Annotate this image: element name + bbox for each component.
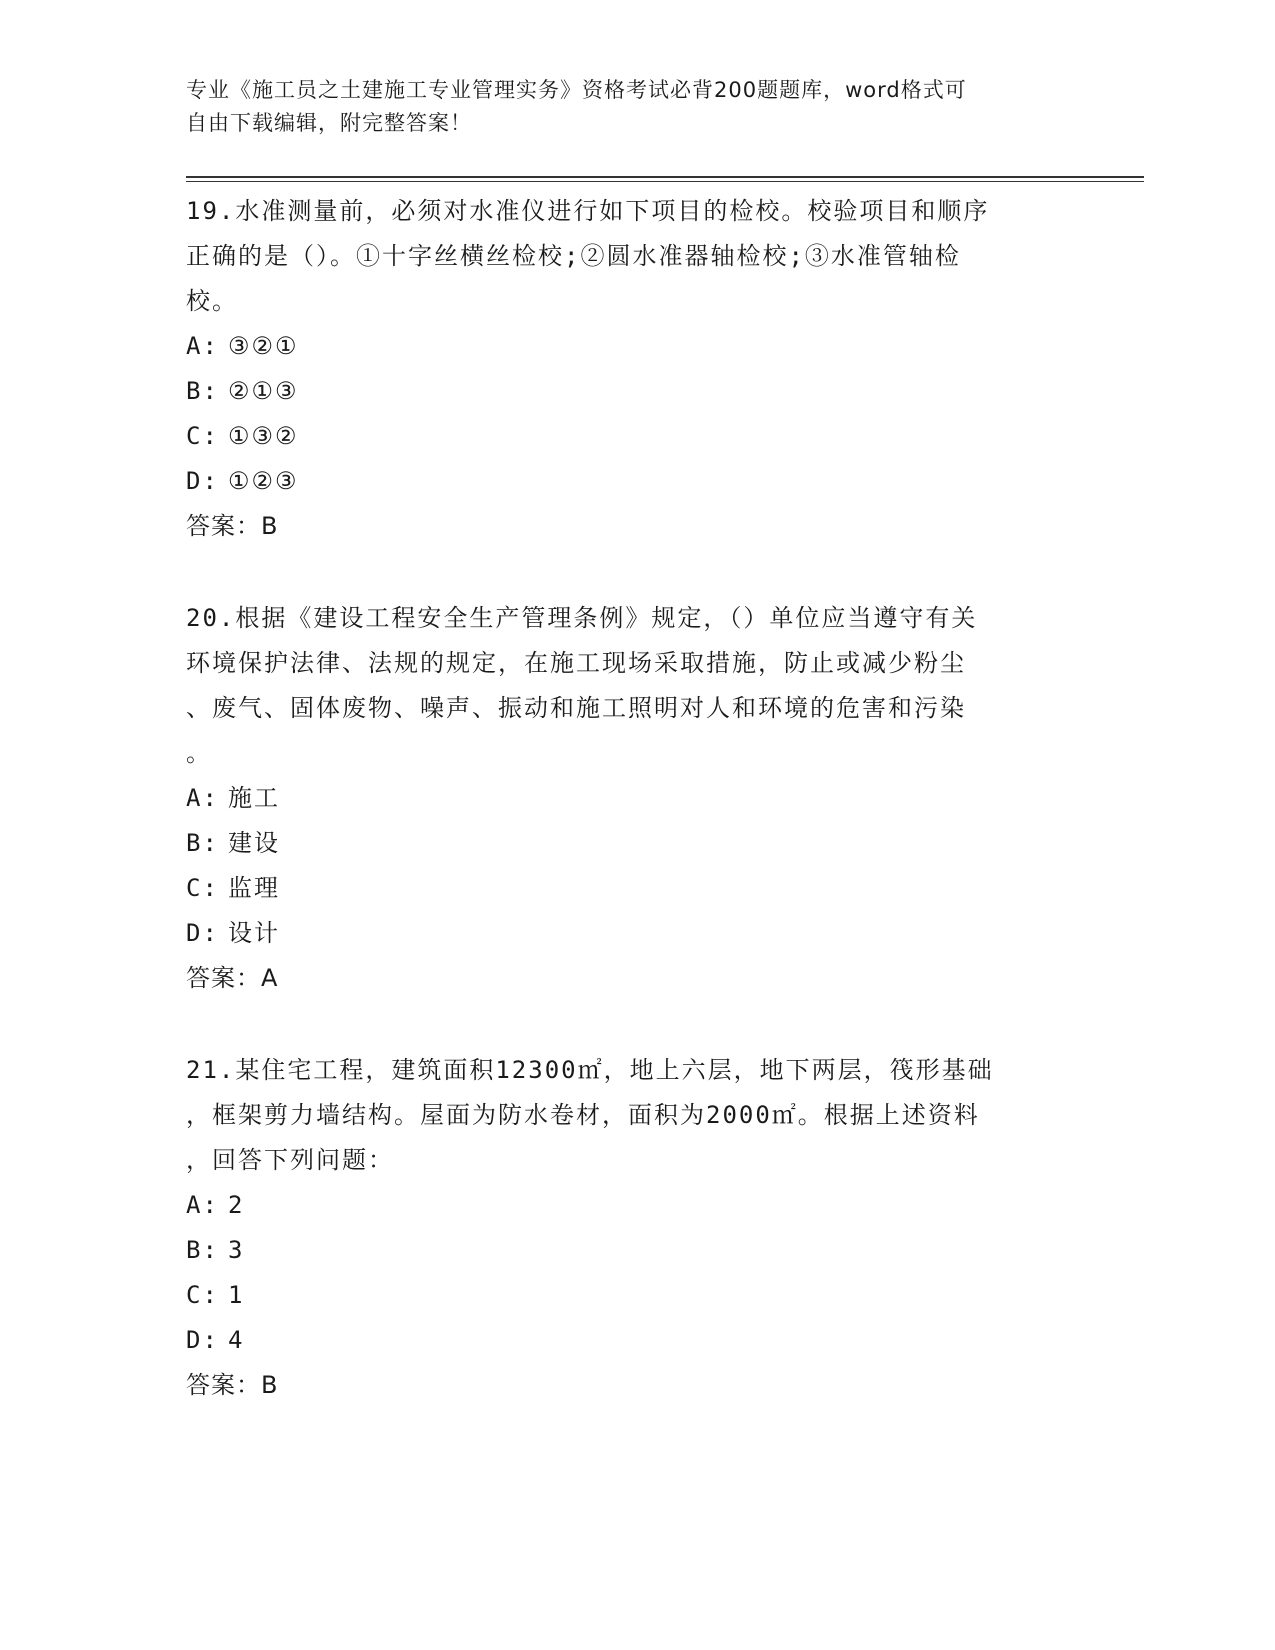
question-20 [186,596,1066,1001]
stem-line: ，回答下列问题： [186,1146,394,1174]
option-text: ②①③ [228,377,299,405]
option-a [186,776,1066,821]
option-letter: B: [186,377,219,405]
answer-line: 答案：A [186,964,279,992]
option-text: 设计 [228,919,280,947]
question-stem [186,596,1066,776]
stem-line: 。 [186,739,212,767]
document-header [186,74,1066,140]
stem-line: 校。 [186,287,238,315]
header-divider-thick [186,176,1144,178]
option-text: 建设 [228,829,280,857]
stem-line: ，框架剪力墙结构。屋面为防水卷材，面积为2000㎡。根据上述资料 [186,1101,980,1129]
option-text: 监理 [228,874,280,902]
option-b [186,1228,1066,1273]
question-21 [186,1048,1066,1408]
question-stem [186,1048,1066,1183]
option-text: ③②① [228,332,299,360]
option-letter: C: [186,422,219,450]
option-c [186,866,1066,911]
option-d [186,911,1066,956]
question-stem [186,189,1066,324]
option-letter: D: [186,919,219,947]
option-letter: D: [186,1326,219,1354]
option-text: 施工 [228,784,280,812]
option-letter: C: [186,1281,219,1309]
option-text: 1 [228,1281,245,1309]
option-c [186,414,1066,459]
option-text: ①③② [228,422,299,450]
option-d [186,459,1066,504]
option-c [186,1273,1066,1318]
option-letter: A: [186,332,219,360]
option-letter: B: [186,1236,219,1264]
option-text: ①②③ [228,467,299,495]
option-b [186,821,1066,866]
option-a [186,1183,1066,1228]
header-line-1: 专业《施工员之土建施工专业管理实务》资格考试必背200题题库，word格式可 [186,78,967,102]
header-divider-thin [186,181,1144,182]
stem-line: 、废气、固体废物、噪声、振动和施工照明对人和环境的危害和污染 [186,694,966,722]
option-b [186,369,1066,414]
answer-line: 答案：B [186,512,279,540]
option-letter: B: [186,829,219,857]
option-letter: C: [186,874,219,902]
option-d [186,1318,1066,1363]
option-text: 4 [228,1326,245,1354]
stem-line: 19.水准测量前，必须对水准仪进行如下项目的检校。校验项目和顺序 [186,197,990,225]
stem-line: 21.某住宅工程，建筑面积12300㎡，地上六层，地下两层，筏形基础 [186,1056,994,1084]
option-letter: A: [186,1191,219,1219]
stem-line: 环境保护法律、法规的规定，在施工现场采取措施，防止或减少粉尘 [186,649,966,677]
option-text: 2 [228,1191,245,1219]
stem-line: 正确的是（）。①十字丝横丝检校;②圆水准器轴检校;③水准管轴检 [186,242,961,270]
header-line-2: 自由下载编辑，附完整答案！ [186,111,472,135]
option-text: 3 [228,1236,245,1264]
option-letter: D: [186,467,219,495]
option-letter: A: [186,784,219,812]
question-19 [186,189,1066,549]
stem-line: 20.根据《建设工程安全生产管理条例》规定，（）单位应当遵守有关 [186,604,978,632]
answer-line: 答案：B [186,1371,279,1399]
option-a [186,324,1066,369]
